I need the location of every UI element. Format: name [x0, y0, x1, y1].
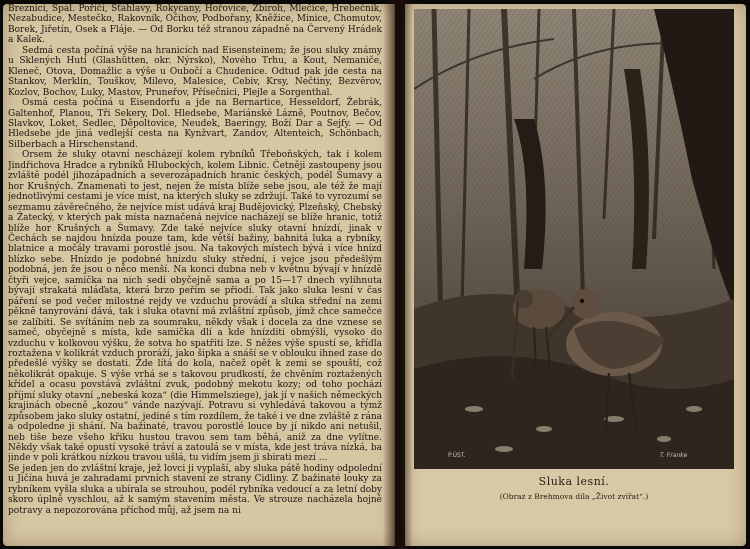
- paragraph-5: Se jeden jen do zvláštní kraje, jež lovci ji vyplaší, aby sluka pátě hodiny odpolední u Jičína huvá je zahradami prvních stavení ze strany Cidliny. Z bažinaté louky za rybníkem vyšla sluka a ubírala se strouhou, podél rybníka vedoucí a za letní doby skoro úplně vyschlou, až k samým stavením města. Ve strouze nacházela hojně potravy a nepozorována příchod můj, až jsem na ni: [8, 463, 382, 516]
- figure-caption: [414, 475, 734, 501]
- left-page-text: [8, 4, 382, 540]
- engraver-signature: T. Franke: [660, 452, 688, 459]
- caption-source: (Obraz z Brehmova díla „Život zvířat“.): [499, 492, 649, 501]
- book-gutter: [383, 0, 413, 549]
- caption-title: Sluka lesní.: [538, 475, 610, 488]
- paragraph-4: Orsem že sluky otavní nescházejí kolem rybníků Třeboňských, tak i kolem Jindřichova Hradce a rybníků Hlubockých, kolem Libnic. Četněji zastoupeny jsou zvláště podél jihozápadních a severozápadních hranic českých, podél Šumavy a hor Krušných. Znamenati to jest, nejen že místa blíže sebe jsou, ale též že mají jednotlivými cestami je více míst, na kterých sluky se zdržují. Také to vyrozumí se sezmamu závěrečného, že nejvíce míst udává kraj Budějovický, Plzeňský, Chebský a Žatecký, v kterých pak místa naznačená nejvíce nacházejí se blíže hranic, totiž blíže hor Krušných a Šumavy. Zde také nejvíce sluky otavní hnízdí, jinak v Čechách se najdou hnízda pouze tam, kde větší bažiny, bahnitá luka a rybníky, blatnice a močály travami porostlé jsou. Na takových místech bývá i více hnízd blízko sebe. Hnízdo je podobné hnízdu sluky střední, i vejce jsou předešlým podobná, jen že jsou o něco menší. Na konci dubna neb v květnu bývají v hnízdě čtyři vejce, samička na nich sedí obyčejně sama a po 15—17 dnech vylíhnuta bývají strakatá mláďata, která brzo peřím se přiodí. Tak jako sluka lesní v čas páření se pod večer milostné rejdy ve vzduchu provádí a sluka střední na zemi pěkně tanyrování dává, tak i sluka otavní má zvláštní způsob, jímž chce samečce se zalíbiti. Se svítáním neb za soumraku, někdy však i docela za dne vznese se sameč, obyčejně s místa, kde samička dlí a kde hnízditi obmýšlí, vysoko do vzduchu v kolkovou výšku, že sotva ho spatřiti lze. S něžes výše spustí se, křídla roztažena v kolikrát vzduch proráží, jako šipka a snáší se v oblouku ihned zase do předešlé výšky se dostati. Zde lítá do kola, načež opět k zemi se spouští, což několikrát opakuje. S výše vrhá se s takovou prudkostí, že chvěním roztažených křídel a ocasu povstává zvláštní zvuk, podobný mekotu kozy; od toho pochází příjmí sluky otavní „nebeská koza“ (die Himmelsziege), jak jí v našich německých krajinách obecně „kozou“ vánde nazývají. Potravu si vyhledává takovou a týmž způsobem jako sluky ostatní, jediné s tím rozdílem, že také i ve dne zvláště z rána a odpoledne ji shání. Na bažinaté, travou porostlé louce by jí nikdo ani netušil, neb tiše beze všeho křiku hustou travou sem tam běhá, aniž za dne vylítne. Někdy však také opustí vysoké tráví a zatoulá se v místa, kde jest tráva nízká, ba jinde v poli krátkou nízkou travou ušlá, tu vidím jsem ji sbirati mezí ...: [8, 150, 382, 464]
- artist-signature: P.ÚST.: [448, 452, 466, 459]
- woodcock-engraving-picture: [414, 9, 734, 469]
- woodcock-engraving: [414, 9, 734, 469]
- paragraph-3: Osmá cesta počíná u Eisendorfu a jde na Bernartice, Hesseldorf, Žebrák, Galtenhof, Planou, Tři Sekery, Dol. Hledsebe, Mariánské Lázně, Poutnov, Bečov, Slavkov, Loket, Sedlec, Děpoltovice, Neudek, Baeringy, Boží Dar a Sejfy. — Od Hledsebe jde jiná vedlejší cesta na Kynžvart, Zandov, Altenteich, Schönbach, Silberbach a Hirschenstand.: [8, 98, 382, 150]
- paragraph-1: Breznici, Spál. Poříčí, Šťáhlavy, Rokycany, Hořovice, Zbiroh, Mlečice, Hrebečnik, Nezabudice, Mestečko, Rakovník, Očihov, Podbořany, Kněžice, Minice, Chomutov, Borek, Jiřetín, Osek a Fláje. — Od Borku též stranou západně na Červený Hrádek a Kalek.: [8, 4, 382, 46]
- paragraph-2: Sedmá cesta počíná výše na hranicích nad Eisensteinem; že jsou sluky známy u Sklených Hutí (Glashütten, okr. Nýrsko), Nového Trhu, a Kout, Nemaniče, Kleneč, Otova, Domažlic a výše u Oubočí a Chudenice. Odtud pak jde cesta na Stankov, Merklín, Touškov, Milevo, Malesice, Cebiv, Krsy, Nečtiny, Bezvěrov, Kozlov, Bochov, Luky, Mastov, Pruneřov, Přísečnici, Plejle a Sorgenthal.: [8, 45, 382, 98]
